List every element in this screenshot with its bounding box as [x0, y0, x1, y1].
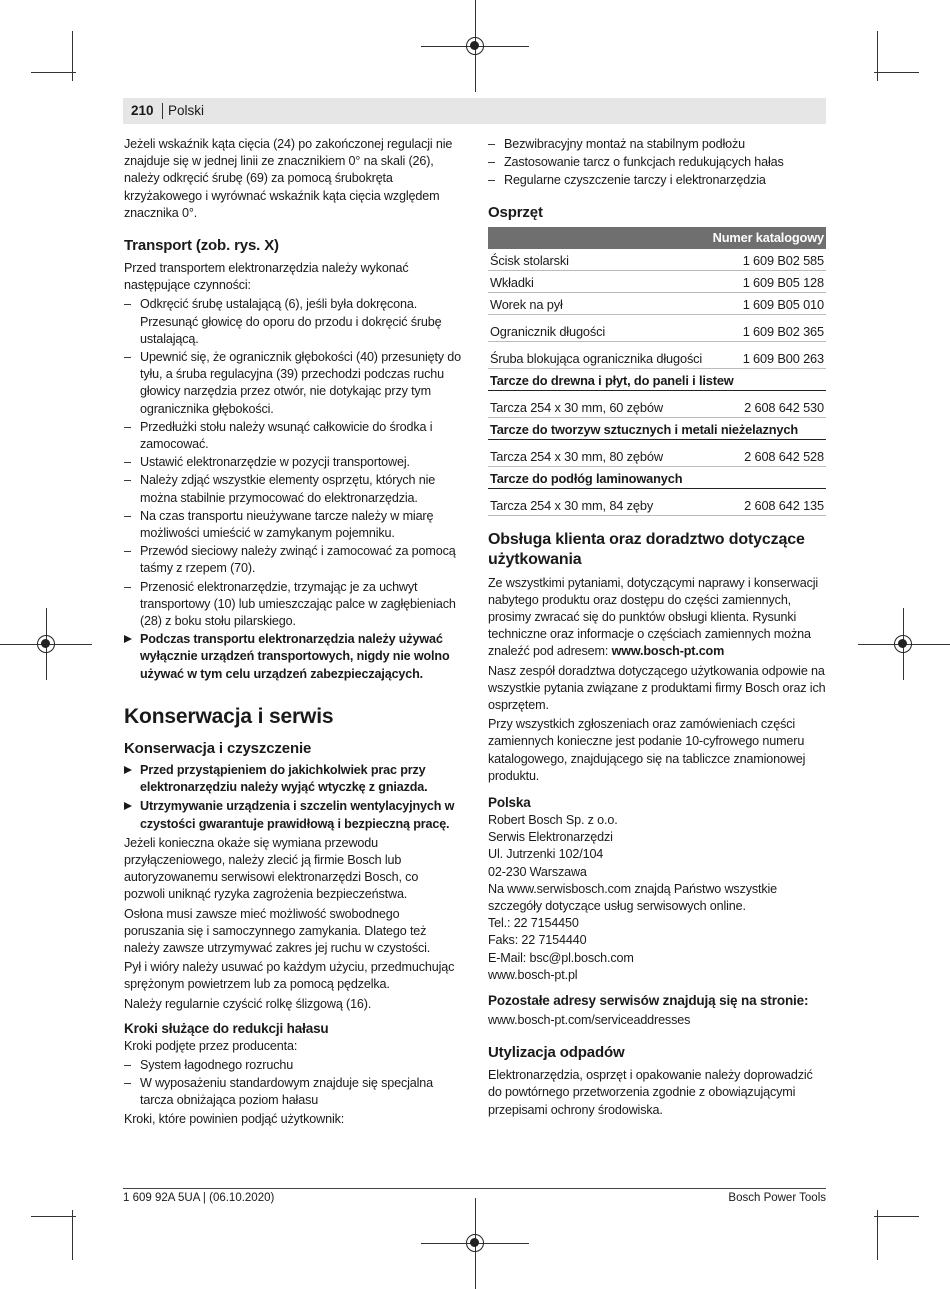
warning-arrow-icon [124, 766, 132, 774]
table-header: Numer katalogowy [488, 227, 826, 249]
service-heading: Obsługa klienta oraz doradztwo dotyczące użytkowania [488, 530, 805, 568]
cleaning-paragraph: Pył i wióry należy usuwać po każdym użyciu, przedmuchując sprężonym powietrzem lub za pomocą pędzelka. [124, 960, 455, 992]
other-addresses-heading: Pozostałe adresy serwisów znajdują się na stronie: [488, 993, 809, 1009]
accessory-name: Tarcza 254 x 30 mm, 80 zębów [488, 439, 730, 466]
noise-intro: Kroki podjęte przez producenta: [124, 1038, 298, 1053]
address-line: Na www.serwisbosch.com znajdą Państwo wszystkie szczegóły dotyczące usług serwisowych online. [488, 881, 778, 914]
cleaning-paragraph: Należy regularnie czyścić rolkę ślizgową (16). [124, 996, 372, 1011]
crop-mark [31, 1216, 76, 1217]
address-line: Tel.: 22 7154450 [488, 916, 579, 931]
cleaning-paragraph: Jeżeli konieczna okaże się wymiana przewodu przyłączeniowego, należy zlecić ją firmie Bosch lub autoryzowanemu serwisowi elektronarzędzi Bosch, co pozwoli uniknąć ryzyka zagrożenia bezpieczeństwa. [124, 835, 419, 902]
warning-arrow-icon [124, 635, 132, 643]
list-item: – Bezwibracyjny montaż na stabilnym podłożu [488, 136, 826, 153]
table-row [488, 341, 826, 368]
page-language: Polski [168, 103, 205, 118]
registration-mark-icon [466, 1234, 484, 1252]
accessory-name: Worek na pył [488, 292, 730, 314]
catalog-number: 1 609 B05 128 [730, 270, 826, 292]
intro-paragraph: Jeżeli wskaźnik kąta cięcia (24) po zakończonej regulacji nie znajduje się w jednej linii ze znacznikiem 0° na skali (26), należy odkręcić śrubę (69) za pomocą śrubokręta krzyżakowego i wyrównać wskaźnik kąta cięcia względem znacznika 0°. [124, 137, 453, 220]
transport-heading: Transport (zob. rys. X) [124, 237, 279, 255]
address-line: Serwis Elektronarzędzi [488, 830, 613, 845]
catalog-number: 1 609 B02 365 [730, 314, 826, 341]
crop-mark [877, 1210, 878, 1260]
transport-intro: Przed transportem elektronarzędzia należy wykonać następujące czynności: [124, 261, 409, 293]
disposal-paragraph: Elektronarzędzia, osprzęt i opakowanie należy doprowadzić do powtórnego przetworzenia zgodnie z obowiązującymi przepisami ochrony środowiska. [488, 1068, 813, 1117]
address-line: Robert Bosch Sp. z o.o. [488, 813, 618, 828]
accessory-name: Ogranicznik długości [488, 314, 730, 341]
list-item: – Zastosowanie tarcz o funkcjach redukujących hałas [488, 154, 826, 171]
address-line: Ul. Jutrzenki 102/104 [488, 847, 604, 862]
category-label: Tarcze do tworzyw sztucznych i metali nieżelaznych [488, 417, 826, 439]
list-item: – Na czas transportu nieużywane tarcze należy w miarę możliwości umieścić w zamykanym pojemniku. [124, 508, 462, 542]
warning-item [124, 631, 462, 683]
list-item: – Przenosić elektronarzędzie, trzymając je za uchwyt transportowy (10) lub umieszczając palce w zagłębieniach (28) z boku stołu pilarskiego. [124, 579, 462, 631]
accessory-name: Ścisk stolarski [488, 249, 730, 271]
service-paragraph [488, 575, 826, 661]
header-divider [162, 103, 163, 119]
service-paragraph: Nasz zespół doradztwa dotyczącego użytkowania odpowie na wszystkie pytania związane z produktami firmy Bosch oraz ich osprzętem. [488, 663, 826, 713]
other-addresses-url[interactable]: www.bosch-pt.com/serviceaddresses [488, 1013, 691, 1028]
address-line: Faks: 22 7154440 [488, 933, 587, 948]
crop-mark [72, 1210, 73, 1260]
table-category-row [488, 466, 826, 488]
list-item: – Upewnić się, że ogranicznik głębokości (40) przesunięty do tyłu, a śruba regulacyjna (39) przechodzi podczas ruchu głowicy narzędzia przez otwór, nie dotykając przy tym ogranicznika głębokości. [124, 349, 462, 418]
crop-mark [874, 72, 919, 73]
accessories-heading: Osprzęt [488, 203, 543, 221]
catalog-number: 1 609 B00 263 [730, 341, 826, 368]
table-row [488, 270, 826, 292]
address-line: www.bosch-pt.pl [488, 967, 578, 982]
table-row [488, 249, 826, 271]
list-item: – Regularne czyszczenie tarczy i elektronarzędzia [488, 172, 826, 189]
registration-mark-icon [37, 635, 55, 653]
catalog-number: 2 608 642 528 [730, 439, 826, 466]
list-item: – Ustawić elektronarzędzie w pozycji transportowej. [124, 454, 462, 471]
accessory-name: Śruba blokująca ogranicznika długości [488, 341, 730, 368]
cleaning-heading: Konserwacja i czyszczenie [124, 739, 312, 757]
service-link[interactable]: www.bosch-pt.com [611, 644, 725, 659]
crop-mark [874, 1216, 919, 1217]
category-label: Tarcze do podłóg laminowanych [488, 466, 826, 488]
category-label: Tarcze do drewna i płyt, do paneli i listew [488, 368, 826, 390]
address-line: 02-230 Warszawa [488, 864, 587, 879]
catalog-number: 2 608 642 530 [730, 390, 826, 417]
warning-text: Utrzymywanie urządzenia i szczelin wentylacyjnych w czystości gwarantuje prawidłową i bezpieczną pracę. [140, 799, 455, 831]
warning-item [124, 798, 462, 832]
service-paragraph: Przy wszystkich zgłoszeniach oraz zamówieniach części zamiennych konieczne jest podanie 10-cyfrowego numeru katalogowego, znajdującego się na tabliczce znamionowej produktu. [488, 717, 806, 783]
catalog-number: 1 609 B05 010 [730, 292, 826, 314]
warning-item [124, 762, 462, 796]
noise-user: Kroki, które powinien podjąć użytkownik: [124, 1111, 345, 1126]
table-row [488, 390, 826, 417]
footer-divider [123, 1188, 826, 1189]
crop-mark [877, 31, 878, 81]
table-category-row [488, 368, 826, 390]
list-item: – Odkręcić śrubę ustalającą (6), jeśli była dokręcona. Przesunąć głowicę do oporu do przodu i dokręcić śrubę ustalającą. [124, 296, 462, 348]
list-item: – System łagodnego rozruchu [124, 1057, 462, 1074]
accessory-name: Tarcza 254 x 30 mm, 84 zęby [488, 488, 730, 515]
cleaning-paragraph: Osłona musi zawsze mieć możliwość swobodnego poruszania się i samoczynnego zamykania. Dlatego też należy zawsze utrzymywać zakres jej ruchu w czystości. [124, 906, 431, 955]
warning-text: Podczas transportu elektronarzędzia należy używać wyłącznie urządzeń transportowych, nigdy nie wolno używać w tym celu urządzeń zabezpieczających. [140, 632, 450, 681]
warning-text: Przed przystąpieniem do jakichkolwiek prac przy elektronarzędziu należy wyjąć wtyczkę z gniazda. [140, 762, 428, 795]
crop-mark [72, 31, 73, 81]
table-row [488, 292, 826, 314]
warning-arrow-icon [124, 802, 132, 810]
list-item: – Przewód sieciowy należy zwinąć i zamocować za pomocą taśmy z rzepem (70). [124, 543, 462, 577]
page-number: 210 [131, 103, 154, 118]
accessory-name: Tarcza 254 x 30 mm, 60 zębów [488, 390, 730, 417]
list-item: – Przedłużki stołu należy wsunąć całkowicie do środka i zamocować. [124, 419, 462, 453]
maintenance-heading: Konserwacja i serwis [124, 704, 334, 728]
noise-heading: Kroki służące do redukcji hałasu [124, 1020, 329, 1036]
footer-code: 1 609 92A 5UA | (06.10.2020) [123, 1192, 275, 1204]
page-header [123, 98, 826, 124]
catalog-number: 2 608 642 135 [730, 488, 826, 515]
table-category-row [488, 417, 826, 439]
registration-mark-icon [894, 635, 912, 653]
country-heading: Polska [488, 795, 531, 811]
table-row [488, 488, 826, 515]
crop-mark [31, 72, 76, 73]
address-line: E-Mail: bsc@pl.bosch.com [488, 950, 634, 965]
catalog-number: 1 609 B02 585 [730, 249, 826, 271]
accessory-name: Wkładki [488, 270, 730, 292]
registration-mark-icon [466, 37, 484, 55]
list-item: – W wyposażeniu standardowym znajduje się specjalna tarcza obniżająca poziom hałasu [124, 1075, 462, 1109]
table-row [488, 314, 826, 341]
table-row [488, 439, 826, 466]
footer-brand: Bosch Power Tools [728, 1192, 826, 1204]
service-text: Ze wszystkimi pytaniami, dotyczącymi naprawy i konserwacji nabytego produktu oraz dostępu do części zamiennych, prosimy zwracać się do punktów obsługi klienta. Rysunki techniczne oraz informacje o częściach zamiennych można znaleźć pod adresem: [488, 575, 819, 659]
list-item: – Należy zdjąć wszystkie elementy osprzętu, których nie można stabilnie przymocować do elektronarzędzia. [124, 472, 462, 506]
right-column [488, 136, 826, 1121]
accessories-table [488, 227, 826, 516]
left-column [124, 136, 462, 1130]
disposal-heading: Utylizacja odpadów [488, 1044, 625, 1062]
